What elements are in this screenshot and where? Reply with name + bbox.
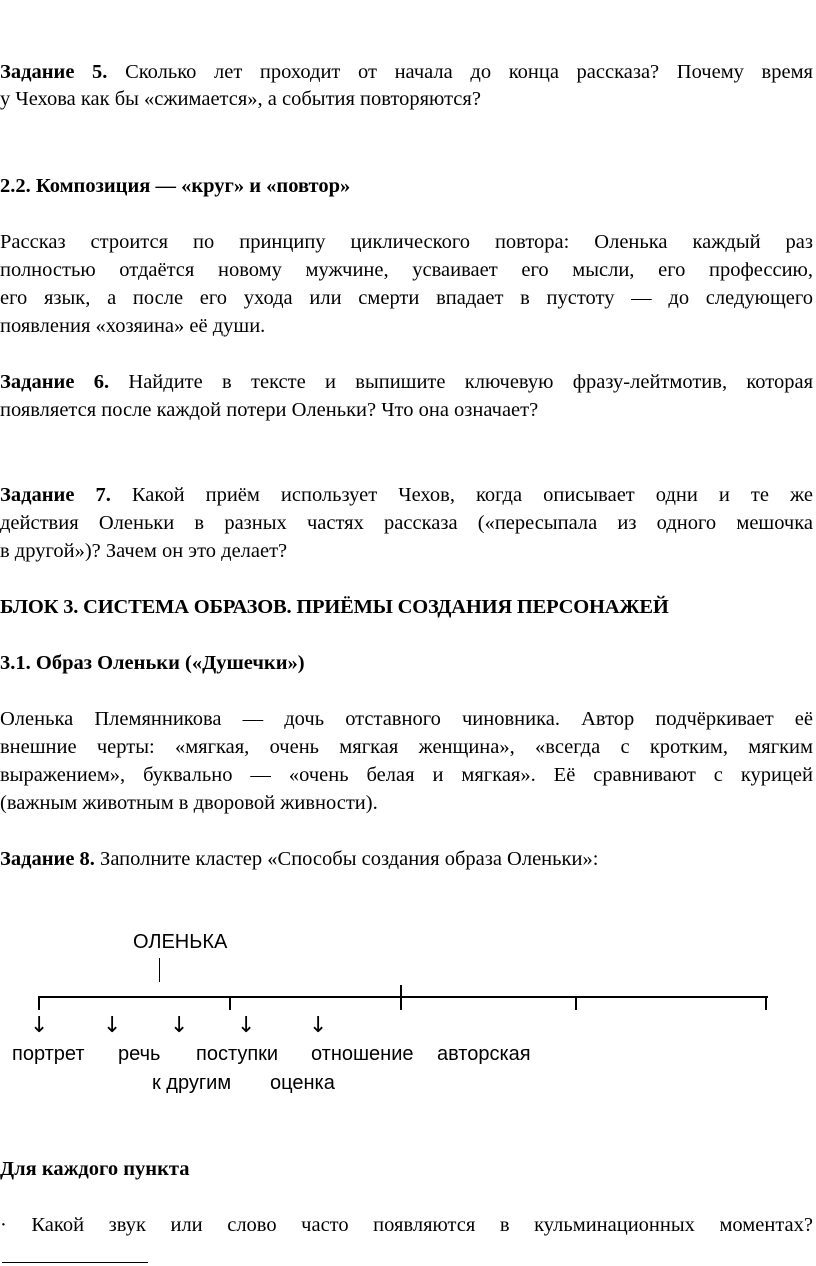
task7-line1: Задание 7. Какой приём использует Чехов, когда описывает одни и те же (0, 484, 814, 506)
cluster-item-portrait: портрет (12, 1043, 85, 1065)
task6-label: Задание 6. (0, 371, 110, 393)
composition-line2: полностью отдаётся новому мужчине, усваивает его мысли, его профессию, (0, 259, 813, 281)
composition-line1: Рассказ строится по принципу циклического повтора: Оленька каждый раз (0, 231, 813, 253)
cluster-item-actions: поступки (196, 1043, 279, 1065)
task5-line2: у Чехова как бы «сжимается», а события повторяются? (0, 88, 481, 110)
task8-line (0, 846, 598, 873)
down-arrow-icon: ↓ (30, 1013, 49, 1038)
task6-line2: появляется после каждой потери Оленьки? Что она означает? (0, 399, 539, 421)
olenka-line2: внешние черты: «мягкая, очень мягкая женщина», «всегда с кротким, мягким (0, 736, 813, 758)
each-item-heading: Для каждого пункта (0, 1158, 190, 1180)
cluster-item-speech: речь (118, 1043, 161, 1065)
cluster-tick-1 (38, 996, 40, 1010)
cluster-item-author-line1: авторская (437, 1043, 531, 1065)
cluster-tick-5 (765, 996, 767, 1010)
olenka-line4: (важным животным в дворовой живности). (0, 792, 378, 814)
task5-line1: Задание 5. Сколько лет проходит от начала до конца рассказа? Почему время (0, 61, 813, 83)
cluster-item-author-line2: оценка (270, 1072, 335, 1094)
cluster-title: ОЛЕНЬКА (133, 931, 228, 953)
down-arrow-icon: ↓ (103, 1013, 122, 1038)
footnote-divider (2, 1262, 148, 1263)
olenka-line3: выражением», буквально — «очень белая и мягкая». Её сравнивают с курицей (0, 764, 813, 786)
olenka-line1: Оленька Племянникова — дочь отставного чиновника. Автор подчёркивает её (0, 708, 813, 730)
task7-label: Задание 7. (0, 484, 111, 506)
cluster-tick-3 (400, 985, 402, 1010)
task8-label: Задание 8. (0, 848, 95, 870)
composition-line3: его язык, а после его ухода или смерти впадает в пустоту — до следующего (0, 287, 813, 309)
task7-line3: в другой»)? Зачем он это делает? (0, 540, 288, 562)
cluster-item-relation-line1: отношение (311, 1043, 414, 1065)
cluster-tick-2 (229, 996, 231, 1010)
task7-line2: действия Оленьки в разных частях рассказа («пересыпала из одного мешочка (0, 512, 813, 534)
bullet-text: Какой звук или слово часто появляются в кульминационных моментах? (31, 1214, 813, 1236)
section-2-2-heading: 2.2. Композиция — «круг» и «повтор» (0, 175, 351, 197)
block3-heading: БЛОК 3. СИСТЕМА ОБРАЗОВ. ПРИЁМЫ СОЗДАНИЯ ПЕРСОНАЖЕЙ (0, 596, 669, 618)
bullet-marker: · (0, 1214, 7, 1236)
section-3-1-heading: 3.1. Образ Оленьки («Душечки») (0, 652, 305, 674)
down-arrow-icon: ↓ (309, 1013, 328, 1038)
down-arrow-icon: ↓ (170, 1013, 189, 1038)
task5-label: Задание 5. (0, 61, 108, 83)
cluster-tick-4 (575, 996, 577, 1010)
composition-line4: появления «хозяина» её души. (0, 315, 266, 337)
task6-line1: Задание 6. Найдите в тексте и выпишите ключевую фразу-лейтмотив, которая (0, 371, 813, 393)
cluster-bracket-line (38, 996, 768, 998)
cluster-item-relation-line2: к другим (152, 1072, 232, 1094)
bullet-item (0, 1212, 813, 1239)
task8-text: Заполните кластер «Способы создания образа Оленьки»: (100, 848, 599, 870)
cluster-title-connector (159, 958, 160, 982)
down-arrow-icon: ↓ (237, 1013, 256, 1038)
